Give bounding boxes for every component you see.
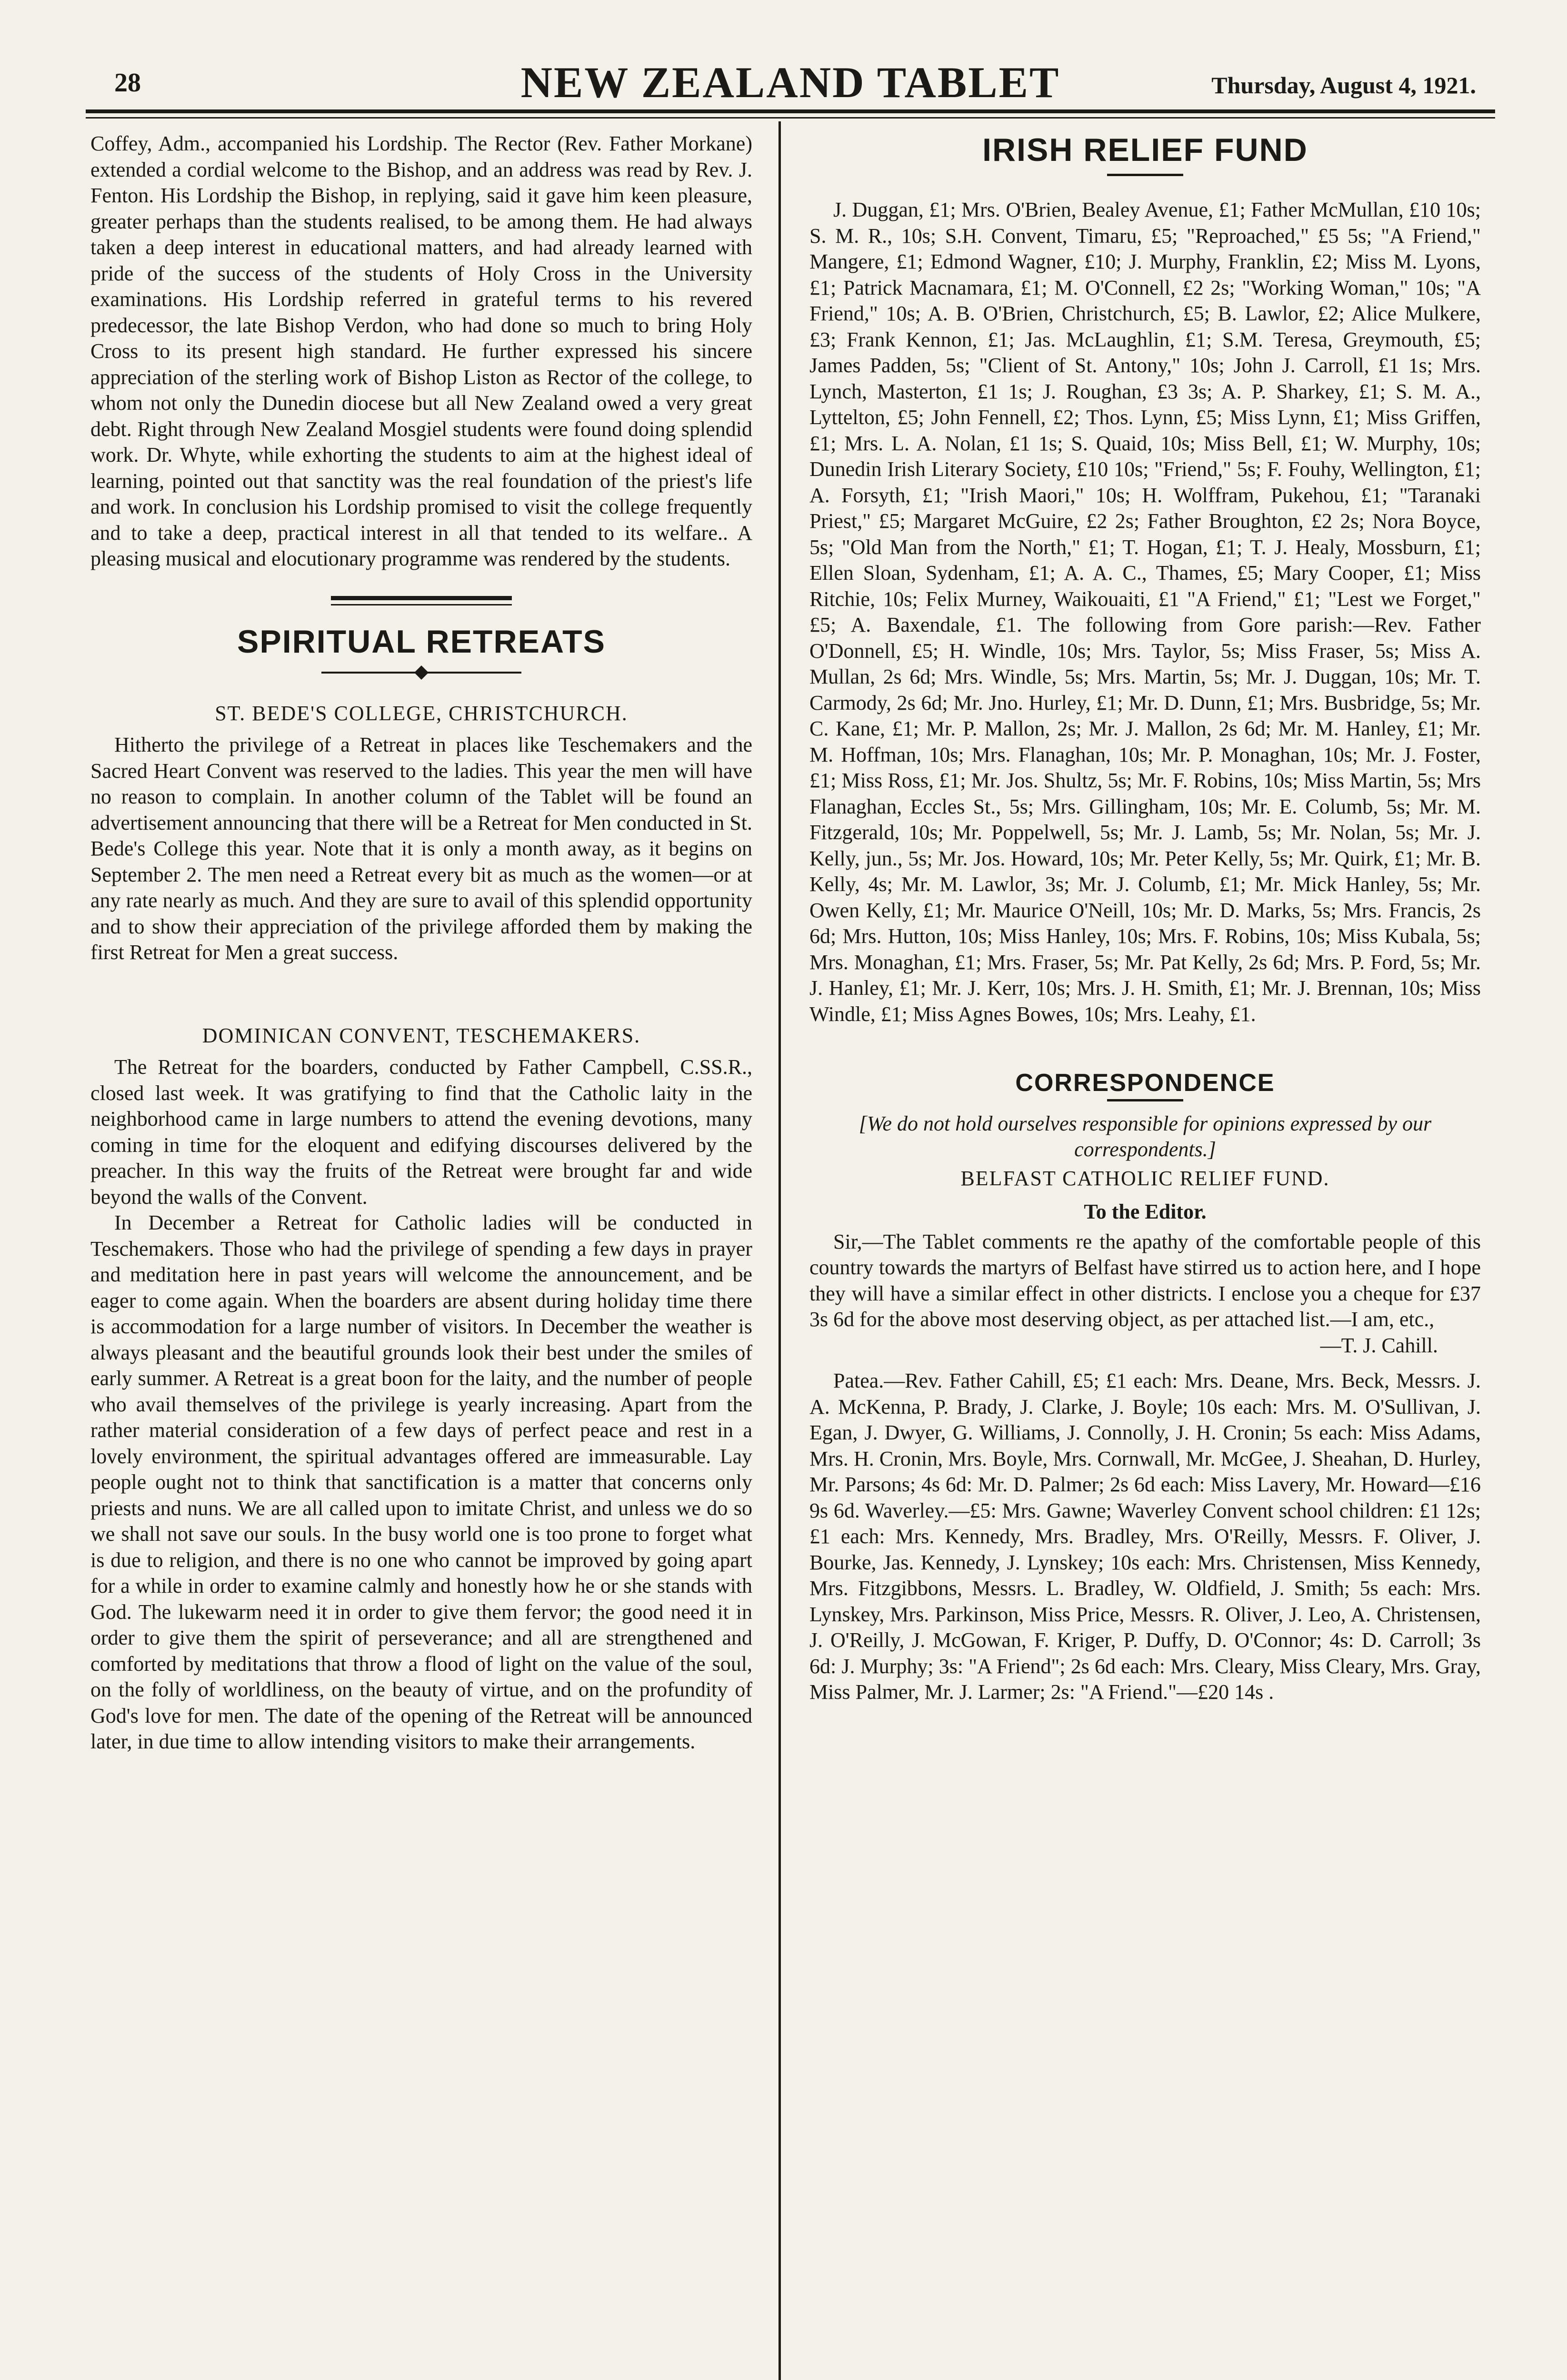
letter-title: BELFAST CATHOLIC RELIEF FUND. xyxy=(960,1166,1330,1190)
section-rule-thin xyxy=(331,604,512,605)
publication-title: NEW ZEALAND TABLET xyxy=(520,58,1060,107)
article-paragraph: Hitherto the privilege of a Retreat in places like Teschemakers and the Sacred Heart Convent was reserved to the ladies. This year the men will have no reason to complain. In another column of the Tablet will be found an advertisement announcing that there will be a Retreat for Men conducted in St. Bede's College this year. Note that it is only a month away, as it begins on September 2. The men need a Retreat every bit as much as the women—or at any rate nearly as much. And they are sure to avail of this splendid opportunity and to show their appreciation of the privilege afforded them by making the first Retreat for Men a great success. xyxy=(90,733,752,964)
letter-salutation-head: To the Editor. xyxy=(1084,1200,1207,1223)
diamond-ornament-icon xyxy=(414,665,429,680)
column-divider xyxy=(779,121,781,2380)
running-head xyxy=(86,57,1495,109)
issue-date: Thursday, August 4, 1921. xyxy=(1211,72,1476,99)
page-number: 28 xyxy=(114,68,141,98)
article-paragraph: In December a Retreat for Catholic ladies will be conducted in Teschemakers. Those who had the privilege of spending a few days in prayer and meditation here in past years will welcome the announcement, and be eager to come again. When the boarders are absent during holiday time there is accommodation for a large number of visitors. In December the weather is always pleasant and the beautiful grounds look their best under the smiles of early summer. A Retreat is a great boon for the laity, and the number of people who avail themselves of the privilege is yearly increasing. Apart from the rather material consideration of a few days of perfect peace and rest in a lovely environment, the spiritual advantages offered are immeasurable. Lay people ought not to think that sanctification is a matter that concerns only priests and nuns. We are all called upon to imitate Christ, and unless we do so we shall not save our souls. In the busy world one is too prone to forget what is due to religion, and there is no one who cannot be improved by going apart for a while in order to examine calmly and honestly how he or she stands with God. The lukewarm need it in order to give them fervor; the good need it in order to give them the spirit of perseverance; and all are strengthened and comforted by meditations that throw a flood of light on the value of the soul, on the folly of worldliness, on the beauty of virtue, and on the profundity of God's love for men. The date of the opening of the Retreat will be announced later, in due time to allow intending visitors to make their arrangements. xyxy=(90,1211,752,1753)
header-rule-thin xyxy=(86,117,1495,119)
article-continuation: Coffey, Adm., accompanied his Lordship. The Rector (Rev. Father Morkane) extended a cordial welcome to the Bishop, and an address was read by Rev. J. Fenton. His Lordship the Bishop, in replying, said it gave him keen pleasure, greater perhaps than the students realised, to be among them. He had always taken a deep interest in educational matters, and had already learned with pride of the success of the students of Holy Cross in the University examinations. His Lordship referred in grateful terms to his revered predecessor, the late Bishop Verdon, who had done so much to bring Holy Cross to its present high standard. He further expressed his sincere appreciation of the sterling work of Bishop Liston as Rector of the college, to whom not only the Dunedin diocese but all New Zealand owed a very great debt. Right through New Zealand Mosgiel students were found doing splendid work. Dr. Whyte, while exhorting the students to aim at the highest ideal of learning, pointed out that sanctity was the real foundation of the priest's life and work. In conclusion his Lordship promised to visit the college frequently and to take a deep, practical interest in all that tended to its welfare.. A pleasing musical and elocutionary programme was rendered by the students. xyxy=(90,132,752,570)
letter-signature: —T. J. Cahill. xyxy=(1320,1333,1438,1357)
letter-body: Sir,—The Tablet comments re the apathy of the comfortable people of this country towards the martyrs of Belfast have stirred us to action here, and I hope they will have a similar effect in other districts. I enclose you a cheque for £37 3s 6d for the above most deserving object, as per attached list.—I am, etc., xyxy=(809,1230,1481,1331)
subsection-title: DOMINICAN CONVENT, TESCHEMAKERS. xyxy=(202,1023,641,1047)
article-paragraph: The Retreat for the boarders, conducted by Father Campbell, C.SS.R., closed last week. It was gratifying to find that the Catholic laity in the neighborhood came in large numbers to attend the evening devotions, many coming in time for the eloquent and edifying discourses delivered by the preacher. In this way the fruits of the Retreat were brought far and wide beyond the walls of the Convent. xyxy=(90,1055,752,1209)
fund-title: IRISH RELIEF FUND xyxy=(982,132,1308,168)
donor-list: Patea.—Rev. Father Cahill, £5; £1 each: Mrs. Deane, Mrs. Beck, Messrs. J. A. McKenna, P. Brady, J. Clarke, J. Boyle; 10s each: Mrs. M. O'Sullivan, J. Egan, J. Dwyer, G. Williams, J. Connolly, J. H. Cronin; 5s each: Miss Adams, Mrs. H. Cronin, Mrs. Boyle, Mrs. Cornwall, Mr. McGee, J. Sheahan, D. Hurley, Mr. Parsons; 4s 6d: Mr. D. Palmer; 2s 6d each: Miss Lavery, Mr. Howard—£16 9s 6d. Waverley.—£5: Mrs. Gawne; Waverley Convent school children: £1 12s; £1 each: Mrs. Kennedy, Mrs. Bradley, Mrs. O'Reilly, Messrs. F. Oliver, J. Bourke, Jas. Kennedy, J. Lynskey; 10s each: Mrs. Christensen, Miss Kennedy, Mrs. Fitzgibbons, Messrs. L. Bradley, W. Oldfield, J. Smith; 5s each: Mrs. Lynskey, Mrs. Parkinson, Miss Price, Messrs. R. Oliver, J. Leo, A. Christensen, J. O'Reilly, J. McGowan, F. Kriger, P. Duffy, D. O'Connor; 4s: D. Carroll; 3s 6d: J. Murphy; 3s: "A Friend"; 2s 6d each: Mrs. Cleary, Miss Cleary, Mrs. Gray, Miss Palmer, Mr. J. Larmer; 2s: "A Friend."—£20 14s . xyxy=(809,1369,1481,1704)
subsection-title: ST. BEDE'S COLLEGE, CHRISTCHURCH. xyxy=(215,701,628,725)
title-rule xyxy=(1107,174,1183,176)
newspaper-page xyxy=(86,38,1495,2380)
left-column xyxy=(90,131,752,1755)
section-rule xyxy=(331,596,512,600)
editorial-disclaimer: [We do not hold ourselves responsible for opinions expressed by our correspondents.] xyxy=(858,1111,1432,1161)
right-column xyxy=(809,131,1481,1706)
section-title: SPIRITUAL RETREATS xyxy=(237,623,606,660)
header-rule xyxy=(86,109,1495,113)
title-rule xyxy=(1107,1099,1183,1101)
donor-list: J. Duggan, £1; Mrs. O'Brien, Bealey Avenue, £1; Father McMullan, £10 10s; S. M. R., 10s; S.H. Convent, Timaru, £5; "Reproached," £5 5s; "A Friend," Mangere, £1; Edmond Wagner, £10; J. Murphy, Franklin, £2; Miss M. Lyons, £1; Patrick Macnamara, £1; M. O'Connell, £2 2s; "Working Woman," 10s; "A Friend," 10s; A. B. O'Brien, Christchurch, £5; B. Lawlor, £2; Alice Mulkere, £3; Frank Kennon, £1; Jas. McLaughlin, £1; S.M. Teresa, Greymouth, £5; James Padden, 5s; "Client of St. Antony," 10s; John J. Carroll, £1 1s; Mrs. Lynch, Masterton, £1 1s; J. Roughan, £3 3s; A. P. Sharkey, £1; S. M. A., Lyttelton, £5; John Fennell, £2; Thos. Lynn, £5; Miss Lynn, £1; Miss Griffen, £1; Mrs. L. A. Nolan, £1 1s; S. Quaid, 10s; Miss Bell, £1; W. Murphy, 10s; Dunedin Irish Literary Society, £10 10s; "Friend," 5s; F. Fouhy, Wellington, £1; A. Forsyth, £1; "Irish Maori," 10s; H. Wolffram, Pukehou, £1; "Taranaki Priest," £5; Margaret McGuire, £2 2s; Father Broughton, £2 2s; Nora Boyce, 5s; "Old Man from the North," £1; T. Hogan, £1; T. J. Healy, Mossburn, £1; Ellen Sloan, Sydenham, £1; A. A. C., Thames, £5; Mary Cooper, £1; Miss Ritchie, 10s; Felix Murney, Waikouaiti, £1 "A Friend," £1; "Lest we Forget," £5; A. Baxendale, £1. The following from Gore parish:—Rev. Father O'Donnell, £5; H. Windle, 10s; Mrs. Taylor, 5s; Miss Fraser, 5s; Miss A. Mullan, 2s 6d; Mrs. Windle, 5s; Mrs. Martin, 5s; Mr. J. Duggan, 10s; Mr. T. Carmody, 2s 6d; Mr. Jno. Hurley, £1; Mr. D. Dunn, £1; Mrs. Busbridge, 5s; Mr. C. Kane, £1; Mr. P. Mallon, 2s; Mr. J. Mallon, 2s 6d; Mr. M. Hanley, £1; Mr. M. Hoffman, 10s; Mrs. Flanaghan, 10s; Mr. P. Monaghan, 10s; Mr. J. Foster, £1; Miss Ross, £1; Mr. Jos. Shultz, 5s; Mr. F. Robins, 10s; Miss Martin, 5s; Mrs Flanaghan, Eccles St., 5s; Mrs. Gillingham, 10s; Mr. E. Columb, 5s; Mr. M. Fitzgerald, 10s; Mr. Poppelwell, 5s; Mr. J. Lamb, 5s; Mr. Nolan, 5s; Mr. J. Kelly, jun., 5s; Mr. Jos. Howard, 10s; Mr. Peter Kelly, 5s; Mr. Quirk, £1; Mr. B. Kelly, 4s; Mr. M. Lawlor, 3s; Mr. J. Columb, £1; Mr. Mick Hanley, 5s; Mr. Owen Kelly, £1; Mr. Maurice O'Neill, 10s; Mr. D. Marks, 5s; Mrs. Francis, 2s 6d; Mrs. Hutton, 10s; Miss Hanley, 10s; Mrs. F. Robins, 10s; Miss Kubala, 5s; Mrs. Monaghan, £1; Mrs. Fraser, 5s; Mr. Pat Kelly, 2s 6d; Mrs. P. Ford, 5s; Mr. J. Hanley, £1; Mr. J. Kerr, 10s; Mrs. J. H. Smith, £1; Mr. J. Brennan, 10s; Miss Windle, £1; Miss Agnes Bowes, 10s; Mrs. Leahy, £1. xyxy=(809,198,1481,1026)
correspondence-title: CORRESPONDENCE xyxy=(1015,1069,1275,1097)
ornament-rule xyxy=(321,665,521,680)
